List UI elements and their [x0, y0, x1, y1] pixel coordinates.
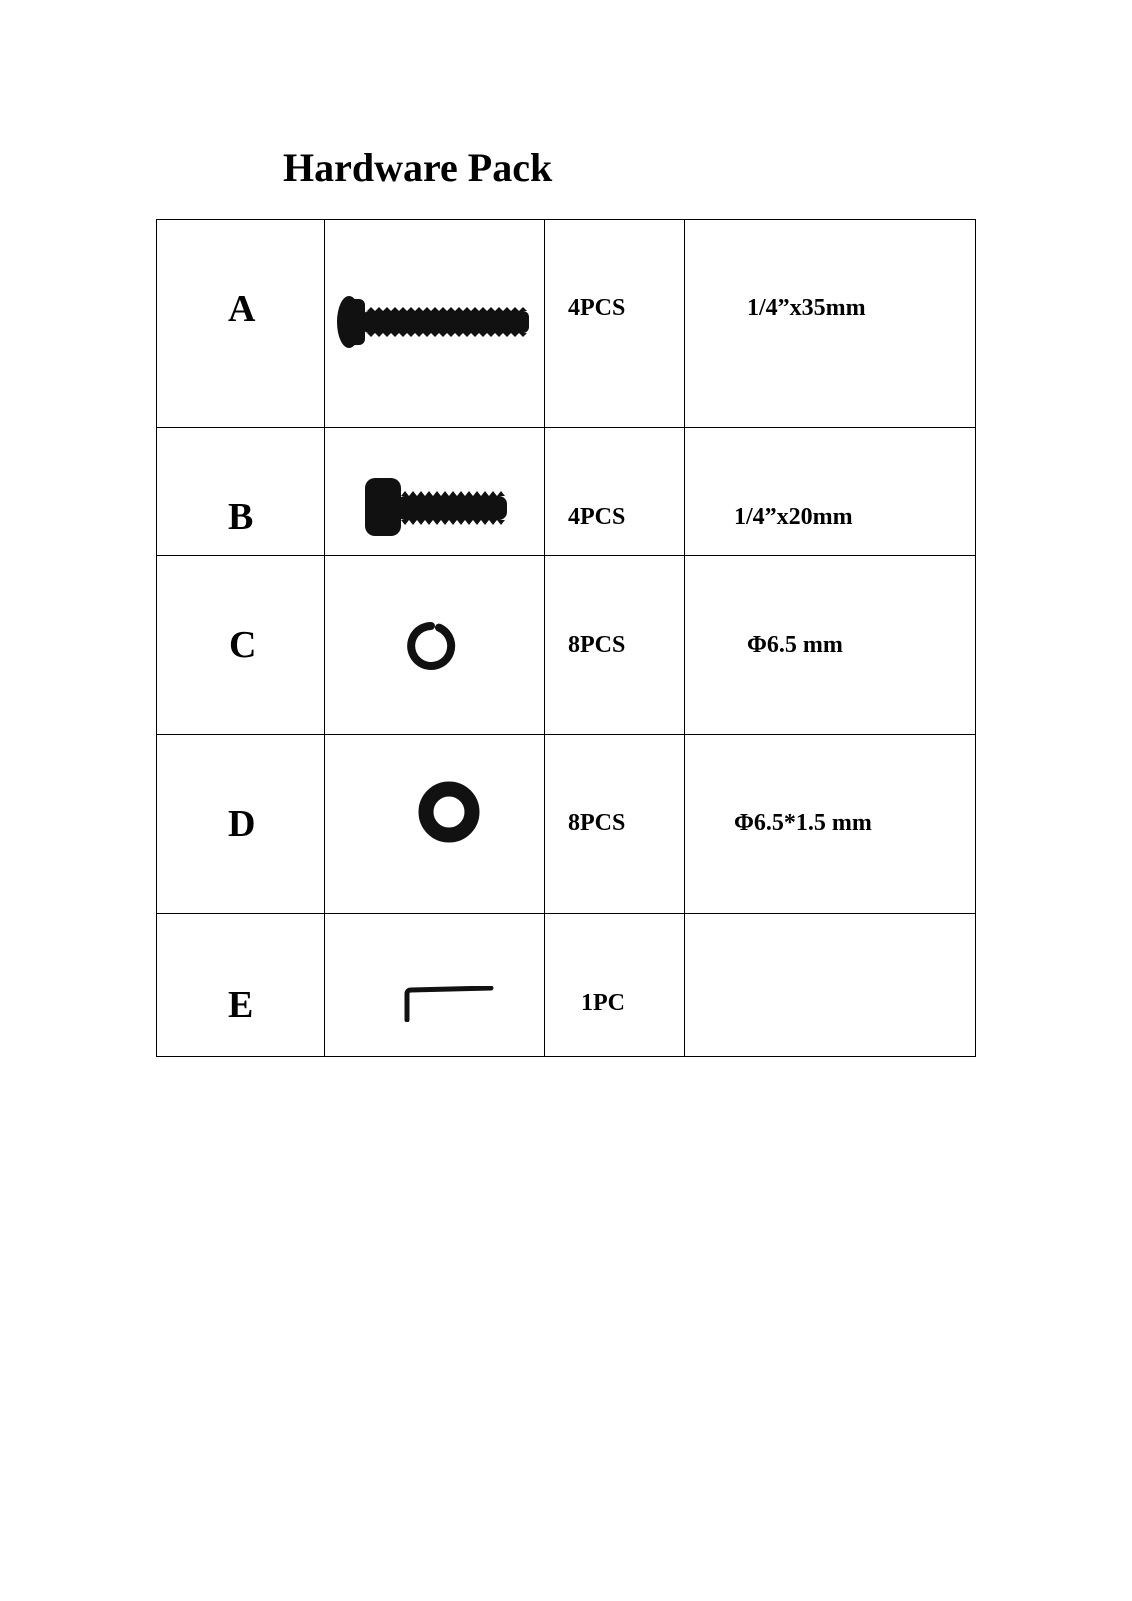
quantity-cell — [545, 220, 685, 428]
quantity-cell — [545, 428, 685, 556]
image-cell — [325, 735, 545, 914]
image-cell — [325, 220, 545, 428]
long-bolt-icon — [337, 293, 533, 351]
part-spec: 1/4”x35mm — [747, 295, 866, 321]
part-letter: E — [228, 984, 254, 1026]
spring-washer-icon — [405, 620, 457, 672]
part-quantity: 4PCS — [568, 295, 626, 321]
short-bolt-icon — [365, 474, 511, 538]
part-quantity: 8PCS — [568, 632, 626, 658]
table-row — [157, 428, 976, 556]
page-title: Hardware Pack — [283, 145, 553, 190]
quantity-cell — [545, 556, 685, 735]
table-row — [157, 735, 976, 914]
letter-cell — [157, 556, 325, 735]
flat-washer-icon — [418, 781, 480, 843]
letter-cell — [157, 220, 325, 428]
part-quantity: 4PCS — [568, 504, 626, 530]
table-row — [157, 914, 976, 1057]
quantity-cell — [545, 914, 685, 1057]
part-spec: Φ6.5*1.5 mm — [734, 810, 872, 836]
part-letter: B — [228, 496, 254, 538]
spec-cell — [685, 735, 976, 914]
part-letter: C — [229, 624, 257, 666]
table-row — [157, 556, 976, 735]
spec-cell — [685, 428, 976, 556]
letter-cell — [157, 428, 325, 556]
image-cell — [325, 914, 545, 1057]
image-cell — [325, 556, 545, 735]
part-spec: 1/4”x20mm — [734, 504, 853, 530]
image-cell — [325, 428, 545, 556]
letter-cell — [157, 914, 325, 1057]
part-spec: Φ6.5 mm — [747, 632, 843, 658]
part-letter: D — [228, 803, 256, 845]
part-quantity: 8PCS — [568, 810, 626, 836]
part-letter: A — [228, 288, 256, 330]
spec-cell — [685, 556, 976, 735]
table-row — [157, 220, 976, 428]
quantity-cell — [545, 735, 685, 914]
hardware-table — [156, 219, 976, 1057]
letter-cell — [157, 735, 325, 914]
spec-cell — [685, 220, 976, 428]
allen-key-icon — [403, 986, 495, 1022]
spec-cell — [685, 914, 976, 1057]
part-quantity: 1PC — [581, 990, 625, 1016]
